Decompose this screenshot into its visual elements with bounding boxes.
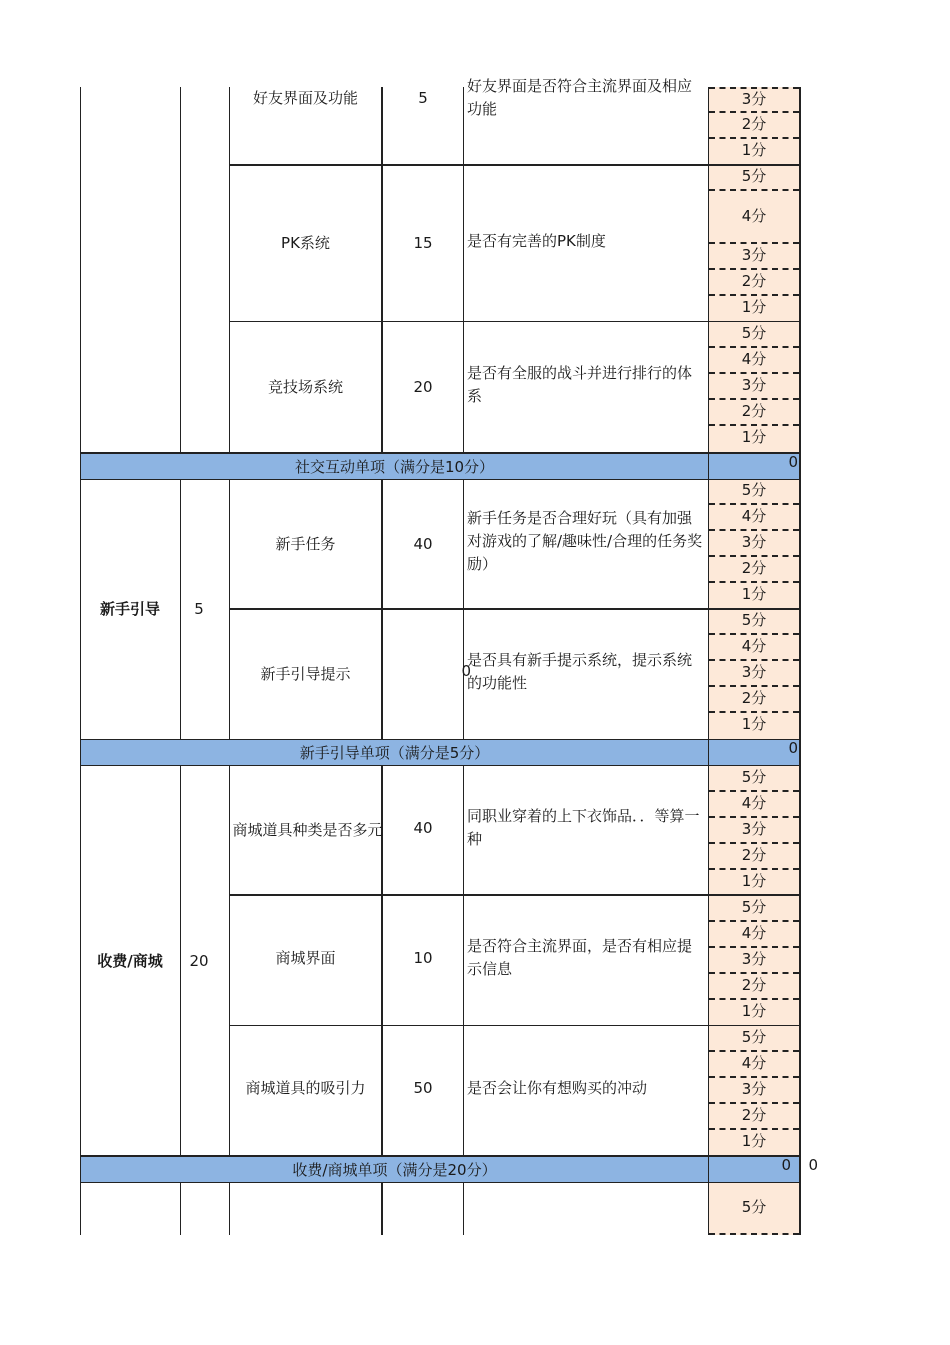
score-divider xyxy=(709,111,799,113)
score-option[interactable]: 4分 xyxy=(741,350,767,368)
score-option[interactable]: 2分 xyxy=(741,272,767,290)
item-weight: 10 xyxy=(413,949,433,967)
score-divider xyxy=(709,1076,799,1078)
item-weight: 5 xyxy=(418,89,428,107)
score-option[interactable]: 2分 xyxy=(741,846,767,864)
score-option[interactable]: 1分 xyxy=(741,428,767,446)
score-divider xyxy=(709,137,799,139)
score-divider xyxy=(709,842,799,844)
score-option[interactable]: 1分 xyxy=(741,715,767,733)
category-weight: 5 xyxy=(194,600,204,618)
score-divider xyxy=(709,972,799,974)
score-divider xyxy=(709,503,799,505)
item-name: 新手任务 xyxy=(275,535,336,553)
score-option[interactable]: 3分 xyxy=(741,246,767,264)
score-option[interactable]: 3分 xyxy=(741,376,767,394)
score-option[interactable]: 4分 xyxy=(741,1054,767,1072)
score-option[interactable]: 2分 xyxy=(741,402,767,420)
score-option[interactable]: 1分 xyxy=(741,872,767,890)
item-name: 竞技场系统 xyxy=(267,378,343,396)
score-option[interactable]: 5分 xyxy=(741,1028,767,1046)
score-divider xyxy=(709,346,799,348)
score-divider xyxy=(709,555,799,557)
summary-value: 0 xyxy=(788,453,798,471)
summary-row-newbie xyxy=(80,739,709,765)
item-weight: 50 xyxy=(413,1079,433,1097)
summary-extra-value: 0 xyxy=(808,1156,818,1174)
summary-row-shop xyxy=(80,1156,709,1182)
score-option[interactable]: 3分 xyxy=(741,663,767,681)
score-divider xyxy=(709,581,799,583)
grid-line xyxy=(180,1182,181,1235)
score-divider xyxy=(709,685,799,687)
score-option[interactable]: 5分 xyxy=(741,1198,767,1216)
score-option[interactable]: 4分 xyxy=(741,507,767,525)
item-name: 商城道具种类是否多元 xyxy=(232,821,383,839)
score-option[interactable]: 1分 xyxy=(741,585,767,603)
score-option[interactable]: 1分 xyxy=(741,1132,767,1150)
score-option[interactable]: 2分 xyxy=(741,976,767,994)
score-option[interactable]: 3分 xyxy=(741,950,767,968)
score-option[interactable]: 3分 xyxy=(741,90,767,108)
score-option[interactable]: 5分 xyxy=(741,167,767,185)
summary-label: 社交互动单项（满分是10分） xyxy=(294,457,495,476)
score-option[interactable]: 2分 xyxy=(741,115,767,133)
item-name: 好友界面及功能 xyxy=(252,89,358,107)
item-weight: 40 xyxy=(413,819,433,837)
category-weight: 20 xyxy=(189,951,209,970)
score-divider xyxy=(709,659,799,661)
grid-line xyxy=(180,87,181,453)
summary-label: 收费/商城单项（满分是20分） xyxy=(292,1160,497,1179)
item-weight: 15 xyxy=(413,234,433,252)
score-divider xyxy=(709,242,799,244)
score-divider xyxy=(709,816,799,818)
item-description: 是否符合主流界面，是否有相应提示信息 xyxy=(467,937,693,978)
score-option[interactable]: 2分 xyxy=(741,689,767,707)
item-weight: 40 xyxy=(413,535,433,553)
score-divider xyxy=(709,424,799,426)
grid-line xyxy=(463,1182,464,1235)
item-description: 是否有全服的战斗并进行排行的体系 xyxy=(467,364,693,405)
score-option[interactable]: 5分 xyxy=(741,611,767,629)
score-divider xyxy=(709,268,799,270)
item-description: 是否会让你有想购买的冲动 xyxy=(467,1079,648,1097)
score-option[interactable]: 5分 xyxy=(741,481,767,499)
item-description: 是否具有新手提示系统，提示系统的功能性 xyxy=(467,651,693,692)
score-option[interactable]: 1分 xyxy=(741,298,767,316)
category-name: 新手引导 xyxy=(99,600,160,618)
score-divider xyxy=(709,529,799,531)
grid-line xyxy=(80,452,800,454)
score-option[interactable]: 1分 xyxy=(741,1002,767,1020)
score-divider xyxy=(709,711,799,713)
score-divider xyxy=(709,920,799,922)
score-option[interactable]: 2分 xyxy=(741,559,767,577)
score-divider xyxy=(709,946,799,948)
item-name: PK系统 xyxy=(281,234,330,252)
score-option[interactable]: 4分 xyxy=(741,207,767,225)
grid-line xyxy=(463,765,464,1156)
score-option[interactable]: 4分 xyxy=(741,794,767,812)
score-divider xyxy=(709,790,799,792)
score-option[interactable]: 2分 xyxy=(741,1106,767,1124)
score-divider xyxy=(709,372,799,374)
grid-line xyxy=(463,87,464,453)
score-divider xyxy=(709,1050,799,1052)
item-weight: 20 xyxy=(413,378,433,396)
score-divider xyxy=(709,87,799,89)
score-divider xyxy=(709,294,799,296)
score-option[interactable]: 4分 xyxy=(741,924,767,942)
score-option[interactable]: 5分 xyxy=(741,324,767,342)
score-option[interactable]: 3分 xyxy=(741,820,767,838)
score-divider xyxy=(709,633,799,635)
grid-line xyxy=(229,1182,230,1235)
score-option[interactable]: 1分 xyxy=(741,141,767,159)
grid-line xyxy=(799,87,801,1235)
score-option[interactable]: 5分 xyxy=(741,898,767,916)
score-divider xyxy=(709,868,799,870)
item-description: 新手任务是否合理好玩（具有加强对游戏的了解/趣味性/合理的任务奖励） xyxy=(467,509,703,573)
score-option[interactable]: 3分 xyxy=(741,533,767,551)
item-name: 商城界面 xyxy=(275,949,336,967)
item-description: 同职业穿着的上下衣饰品．．等算一种 xyxy=(467,807,700,848)
summary-value: 0 xyxy=(788,739,798,757)
summary-label: 新手引导单项（满分是5分） xyxy=(299,743,490,762)
item-description: 是否有完善的PK制度 xyxy=(467,232,606,250)
grid-line xyxy=(80,739,800,740)
item-name: 新手引导提示 xyxy=(260,665,351,683)
score-divider xyxy=(709,189,799,191)
category-name: 收费/商城 xyxy=(97,951,163,970)
grid-line xyxy=(381,1182,383,1235)
item-weight: 0 xyxy=(461,662,471,680)
score-divider xyxy=(709,398,799,400)
summary-row-social xyxy=(80,453,709,479)
score-divider xyxy=(709,1102,799,1104)
item-name: 商城道具的吸引力 xyxy=(245,1079,366,1097)
score-divider xyxy=(709,1128,799,1130)
item-description: 好友界面是否符合主流界面及相应功能 xyxy=(467,77,693,118)
score-divider xyxy=(709,998,799,1000)
score-option[interactable]: 3分 xyxy=(741,1080,767,1098)
score-option[interactable]: 5分 xyxy=(741,768,767,786)
score-option[interactable]: 4分 xyxy=(741,637,767,655)
grid-line xyxy=(80,1182,800,1183)
score-divider xyxy=(709,1233,799,1235)
summary-value: 0 xyxy=(781,1156,791,1174)
